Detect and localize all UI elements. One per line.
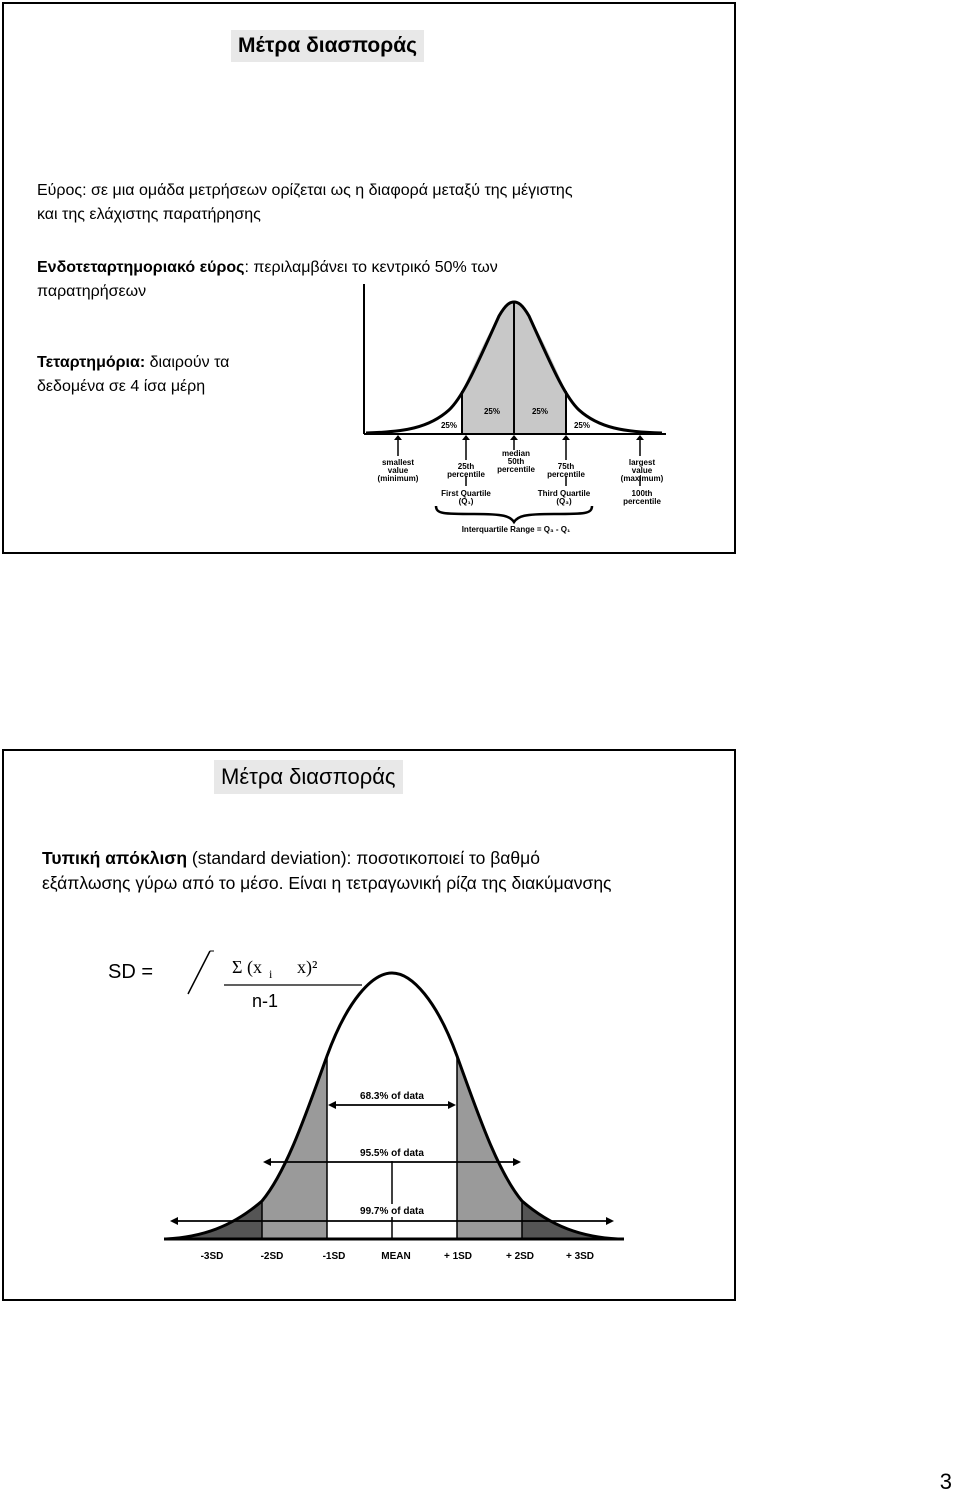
iqr-term: Ενδοτεταρτημοριακό εύρος [37,259,245,276]
quartile-figure [354,280,699,542]
sd-lhs: SD = [108,961,154,983]
p75-2: percentile [547,470,585,479]
q1-2: (Q₁) [458,497,474,506]
range-term: Εύρος [37,182,83,199]
tick-minus-2sd: -2SD [260,1251,284,1262]
tick-plus-1sd: + 1SD [443,1251,473,1262]
q3-2: (Q₃) [556,497,572,506]
band-3sd-right [522,1201,618,1239]
p75-1: 75th [557,462,575,471]
sd-figure [162,961,630,1267]
denominator: n-1 [252,991,279,1011]
numerator-sub: i [269,967,273,981]
iqr-text-1: : περιλαμβάνει το κεντρικό 50% των [244,259,498,276]
median-2: 50th [507,457,525,466]
band3-label: 99.7% of data [360,1206,424,1217]
tick-plus-3sd: + 3SD [565,1251,595,1262]
quartiles-term: Τεταρτημόρια: [37,354,146,371]
numerator-a: Σ (x [232,957,262,977]
sd-text-1: (standard deviation): ποσοτικοποιεί το βαθμό [187,848,540,868]
tick-minus-3sd: -3SD [200,1251,224,1262]
quartiles-text-2: δεδομένα σε 4 ίσα μέρη [37,378,206,395]
sd-definition [42,846,612,896]
p100-2: percentile [623,497,661,506]
pct-mid-right: 25% [531,407,549,416]
pct-mid-left: 25% [483,407,501,416]
slide-standard-deviation [2,749,736,1301]
median-1: median [501,449,531,458]
q1-1: First Quartile [441,489,491,498]
largest-1: largest [628,458,656,467]
iqr-label: Interquartile Range = Q₃ - Q₁ [461,525,571,534]
smallest-2: value [387,466,409,475]
band-3sd-left [166,1201,262,1239]
range-text-1: : σε μια ομάδα μετρήσεων ορίζεται ως η διαφορά μεταξύ της μέγιστης [82,182,573,199]
sd-text-2: εξάπλωσης γύρω από το μέσο. Είναι η τετραγωνική ρίζα της διακύμανσης [42,873,612,893]
p25-1: 25th [457,462,475,471]
smallest-3: (minimum) [377,474,419,483]
largest-2: value [631,466,653,475]
band2-label: 95.5% of data [360,1148,424,1159]
tick-mean: MEAN [381,1251,411,1262]
page-number: 3 [939,1469,952,1494]
iqr-text-2: παρατηρήσεων [37,283,147,300]
tick-minus-1sd: -1SD [322,1251,346,1262]
quartiles-definition [37,351,229,399]
tick-plus-2sd: + 2SD [505,1251,535,1262]
slide-title: Μέτρα διασποράς [231,30,424,62]
smallest-1: smallest [381,458,415,467]
range-definition [37,179,573,227]
iqr-brace [436,506,592,522]
slide-range-quartiles [2,2,736,554]
pct-left: 25% [440,421,458,430]
numerator-b: x)² [297,957,318,977]
p25-2: percentile [447,470,485,479]
slide-title: Μέτρα διασποράς [214,760,403,794]
median-3: percentile [497,465,535,474]
q3-1: Third Quartile [537,489,591,498]
largest-3: (maximum) [620,474,664,483]
pct-right: 25% [573,421,591,430]
sd-term: Τυπική απόκλιση [42,848,188,868]
range-text-2: και της ελάχιστης παρατήρησης [37,206,261,223]
band1-label: 68.3% of data [360,1091,424,1102]
quartiles-text-1: διαιρούν τα [145,354,230,371]
p100-1: 100th [631,489,653,498]
